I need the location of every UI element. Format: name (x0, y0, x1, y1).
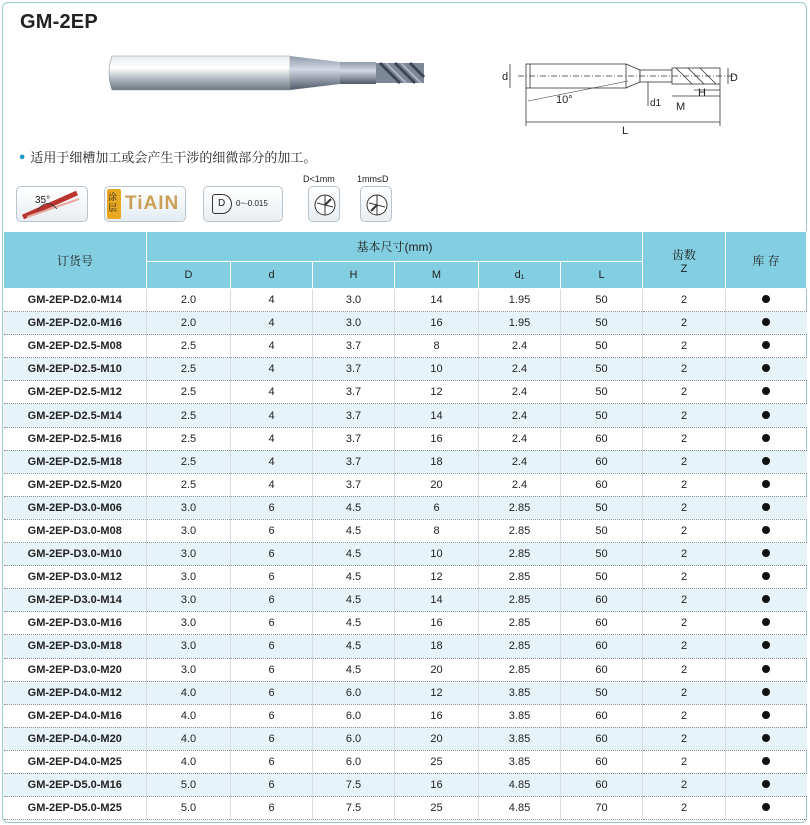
in-stock-dot-icon (762, 318, 770, 326)
cell-code: GM-2EP-D3.0-M16 (4, 612, 147, 635)
cell-l: 60 (561, 658, 643, 681)
cell-z: 2 (643, 773, 726, 796)
cell-l: 60 (561, 750, 643, 773)
cell-d: 4 (231, 450, 313, 473)
cell-stock (726, 381, 807, 404)
cell-stock (726, 450, 807, 473)
range-large-label: 1mm≤D (357, 174, 389, 184)
in-stock-dot-icon (762, 803, 770, 811)
table-row (4, 312, 807, 335)
cell-code: GM-2EP-D2.5-M10 (4, 358, 147, 381)
cell-d: 6 (231, 635, 313, 658)
cell-m: 14 (395, 589, 479, 612)
cell-d1: 2.4 (479, 473, 561, 496)
cell-m: 14 (395, 289, 479, 312)
table-row (4, 681, 807, 704)
cell-l: 50 (561, 404, 643, 427)
in-stock-dot-icon (762, 411, 770, 419)
cell-stock (726, 773, 807, 796)
cell-stock (726, 427, 807, 450)
cell-z: 2 (643, 589, 726, 612)
cell-l: 70 (561, 797, 643, 820)
cell-code: GM-2EP-D3.0-M06 (4, 496, 147, 519)
cell-d: 2.0 (147, 312, 231, 335)
table-row (4, 635, 807, 658)
cell-d1: 4.85 (479, 773, 561, 796)
in-stock-dot-icon (762, 711, 770, 719)
table-row (4, 727, 807, 750)
cell-d: 5.0 (147, 773, 231, 796)
cell-d1: 2.85 (479, 543, 561, 566)
cell-d1: 2.4 (479, 358, 561, 381)
tolerance-symbol: D (218, 198, 226, 209)
diagram-label-D: D (730, 72, 738, 84)
cell-l: 50 (561, 289, 643, 312)
cell-d: 5.0 (147, 797, 231, 820)
cell-d: 6 (231, 566, 313, 589)
table-row (4, 773, 807, 796)
cell-h: 3.7 (313, 450, 395, 473)
cell-d: 2.5 (147, 473, 231, 496)
table-row (4, 519, 807, 542)
cell-h: 7.5 (313, 797, 395, 820)
cell-d: 3.0 (147, 519, 231, 542)
header-d: d (231, 262, 313, 289)
cell-stock (726, 681, 807, 704)
cell-d: 6 (231, 519, 313, 542)
cell-code: GM-2EP-D2.0-M14 (4, 289, 147, 312)
in-stock-dot-icon (762, 549, 770, 557)
spec-table-body (4, 289, 807, 820)
cell-stock (726, 658, 807, 681)
header-M: M (395, 262, 479, 289)
cell-m: 16 (395, 773, 479, 796)
cell-d: 4 (231, 404, 313, 427)
cell-code: GM-2EP-D4.0-M16 (4, 704, 147, 727)
cell-h: 6.0 (313, 704, 395, 727)
in-stock-dot-icon (762, 688, 770, 696)
cell-d1: 2.85 (479, 496, 561, 519)
cell-code: GM-2EP-D2.5-M18 (4, 450, 147, 473)
cell-d1: 2.85 (479, 519, 561, 542)
cell-l: 50 (561, 358, 643, 381)
cell-d: 6 (231, 681, 313, 704)
cell-code: GM-2EP-D4.0-M25 (4, 750, 147, 773)
cell-code: GM-2EP-D3.0-M18 (4, 635, 147, 658)
cell-z: 2 (643, 635, 726, 658)
flute-large-icon (360, 186, 392, 222)
in-stock-dot-icon (762, 434, 770, 442)
cell-z: 2 (643, 612, 726, 635)
cell-d: 3.0 (147, 543, 231, 566)
cell-d: 6 (231, 496, 313, 519)
cell-code: GM-2EP-D2.0-M16 (4, 312, 147, 335)
cell-m: 16 (395, 612, 479, 635)
cell-h: 4.5 (313, 635, 395, 658)
cell-stock (726, 312, 807, 335)
cell-m: 14 (395, 404, 479, 427)
cell-h: 6.0 (313, 727, 395, 750)
cell-l: 50 (561, 496, 643, 519)
cell-stock (726, 289, 807, 312)
cell-l: 50 (561, 312, 643, 335)
flute-small-icon (308, 186, 340, 222)
in-stock-dot-icon (762, 526, 770, 534)
cell-m: 12 (395, 681, 479, 704)
spec-table (3, 231, 807, 820)
in-stock-dot-icon (762, 503, 770, 511)
header-dims-group: 基本尺寸(mm) (147, 232, 643, 262)
cell-code: GM-2EP-D3.0-M20 (4, 658, 147, 681)
cell-z: 2 (643, 658, 726, 681)
cell-stock (726, 543, 807, 566)
cell-h: 3.7 (313, 358, 395, 381)
cell-code: GM-2EP-D3.0-M14 (4, 589, 147, 612)
cell-code: GM-2EP-D3.0-M08 (4, 519, 147, 542)
table-row (4, 658, 807, 681)
cell-d: 6 (231, 773, 313, 796)
diagram-label-d1: d1 (650, 98, 662, 109)
header-stock: 库 存 (726, 232, 807, 289)
cell-stock (726, 635, 807, 658)
in-stock-dot-icon (762, 641, 770, 649)
cell-stock (726, 473, 807, 496)
in-stock-dot-icon (762, 364, 770, 372)
table-row (4, 612, 807, 635)
header-d1: d₁ (479, 262, 561, 289)
cell-code: GM-2EP-D3.0-M12 (4, 566, 147, 589)
cell-m: 8 (395, 519, 479, 542)
table-row (4, 358, 807, 381)
end-mill-photo (100, 48, 430, 98)
cell-z: 2 (643, 704, 726, 727)
cell-d: 3.0 (147, 589, 231, 612)
cell-stock (726, 566, 807, 589)
table-row (4, 335, 807, 358)
cell-d1: 2.4 (479, 427, 561, 450)
cell-code: GM-2EP-D4.0-M20 (4, 727, 147, 750)
cell-d1: 2.4 (479, 450, 561, 473)
cell-d: 2.5 (147, 404, 231, 427)
cell-code: GM-2EP-D5.0-M25 (4, 797, 147, 820)
cell-d1: 3.85 (479, 750, 561, 773)
cell-l: 60 (561, 704, 643, 727)
cell-code: GM-2EP-D3.0-M10 (4, 543, 147, 566)
cell-m: 25 (395, 750, 479, 773)
cell-d1: 4.85 (479, 797, 561, 820)
cell-z: 2 (643, 335, 726, 358)
in-stock-dot-icon (762, 780, 770, 788)
cell-d: 3.0 (147, 566, 231, 589)
cell-z: 2 (643, 543, 726, 566)
cell-stock (726, 750, 807, 773)
cell-d: 6 (231, 750, 313, 773)
header-code: 订货号 (4, 232, 147, 289)
cell-z: 2 (643, 519, 726, 542)
header-teeth-sub: Z (680, 262, 688, 275)
cell-m: 20 (395, 658, 479, 681)
cell-d: 6 (231, 612, 313, 635)
cell-stock (726, 358, 807, 381)
range-small-label: D<1mm (303, 174, 335, 184)
cell-z: 2 (643, 727, 726, 750)
cell-d: 2.5 (147, 450, 231, 473)
cell-m: 10 (395, 543, 479, 566)
cell-d1: 3.85 (479, 704, 561, 727)
table-row (4, 704, 807, 727)
cell-h: 6.0 (313, 681, 395, 704)
cell-d: 4 (231, 312, 313, 335)
cell-z: 2 (643, 681, 726, 704)
cell-m: 20 (395, 727, 479, 750)
table-row (4, 589, 807, 612)
cell-h: 4.5 (313, 658, 395, 681)
cell-m: 12 (395, 566, 479, 589)
table-row (4, 566, 807, 589)
cell-h: 4.5 (313, 566, 395, 589)
cell-m: 10 (395, 358, 479, 381)
cell-code: GM-2EP-D2.5-M08 (4, 335, 147, 358)
diagram-label-angle: 10° (556, 94, 573, 106)
cell-l: 60 (561, 773, 643, 796)
in-stock-dot-icon (762, 480, 770, 488)
table-row (4, 450, 807, 473)
cell-l: 60 (561, 427, 643, 450)
cell-code: GM-2EP-D4.0-M12 (4, 681, 147, 704)
cell-d1: 1.95 (479, 289, 561, 312)
in-stock-dot-icon (762, 457, 770, 465)
cell-l: 50 (561, 519, 643, 542)
cell-z: 2 (643, 473, 726, 496)
cell-m: 12 (395, 381, 479, 404)
cell-stock (726, 797, 807, 820)
cell-stock (726, 496, 807, 519)
cell-l: 60 (561, 612, 643, 635)
cell-d: 3.0 (147, 612, 231, 635)
cell-stock (726, 335, 807, 358)
in-stock-dot-icon (762, 572, 770, 580)
cell-l: 60 (561, 473, 643, 496)
header-teeth-label: 齿数 (672, 247, 697, 262)
cell-d1: 2.4 (479, 404, 561, 427)
cell-m: 25 (395, 797, 479, 820)
coating-name: TiAIN (125, 193, 180, 214)
cell-z: 2 (643, 381, 726, 404)
table-row (4, 381, 807, 404)
cell-stock (726, 704, 807, 727)
cell-stock (726, 589, 807, 612)
cell-d: 6 (231, 727, 313, 750)
cell-stock (726, 727, 807, 750)
cell-d1: 3.85 (479, 681, 561, 704)
cell-m: 18 (395, 635, 479, 658)
in-stock-dot-icon (762, 734, 770, 742)
diagram-label-H: H (698, 87, 706, 99)
helix-angle-label: 35° (35, 195, 51, 206)
cell-code: GM-2EP-D5.0-M16 (4, 773, 147, 796)
tolerance-icon (203, 186, 283, 222)
cell-h: 4.5 (313, 589, 395, 612)
cell-d: 3.0 (147, 635, 231, 658)
table-row (4, 473, 807, 496)
cell-h: 4.5 (313, 612, 395, 635)
in-stock-dot-icon (762, 757, 770, 765)
cell-d1: 1.95 (479, 312, 561, 335)
table-row (4, 496, 807, 519)
table-row (4, 404, 807, 427)
description-text: 适用于细槽加工或会产生干涉的细微部分的加工。 (30, 151, 317, 166)
table-row (4, 797, 807, 820)
table-row (4, 427, 807, 450)
cell-d: 2.0 (147, 289, 231, 312)
cell-stock (726, 519, 807, 542)
cell-m: 8 (395, 335, 479, 358)
cell-m: 16 (395, 427, 479, 450)
cell-d: 4.0 (147, 727, 231, 750)
cell-l: 60 (561, 450, 643, 473)
bullet-icon: • (18, 151, 27, 166)
cell-z: 2 (643, 496, 726, 519)
description (18, 147, 316, 166)
diagram-label-M: M (676, 101, 686, 113)
cell-l: 60 (561, 727, 643, 750)
header-teeth (643, 232, 726, 289)
cell-h: 7.5 (313, 773, 395, 796)
cell-h: 3.7 (313, 473, 395, 496)
cell-code: GM-2EP-D2.5-M16 (4, 427, 147, 450)
cell-m: 18 (395, 450, 479, 473)
cell-d1: 2.4 (479, 381, 561, 404)
page-title: GM-2EP (20, 11, 98, 33)
cell-l: 50 (561, 681, 643, 704)
cell-l: 50 (561, 335, 643, 358)
cell-l: 50 (561, 543, 643, 566)
in-stock-dot-icon (762, 618, 770, 626)
cell-d: 4 (231, 358, 313, 381)
cell-h: 6.0 (313, 750, 395, 773)
diagram-label-d: d (502, 71, 509, 83)
header-H: H (313, 262, 395, 289)
cell-d: 6 (231, 589, 313, 612)
cell-h: 3.0 (313, 289, 395, 312)
cell-h: 3.7 (313, 404, 395, 427)
cell-z: 2 (643, 404, 726, 427)
cell-l: 50 (561, 381, 643, 404)
cell-d1: 2.85 (479, 566, 561, 589)
cell-d: 4 (231, 335, 313, 358)
cell-code: GM-2EP-D2.5-M14 (4, 404, 147, 427)
cell-d: 2.5 (147, 335, 231, 358)
cell-d: 2.5 (147, 358, 231, 381)
cell-h: 4.5 (313, 496, 395, 519)
header-D: D (147, 262, 231, 289)
cell-d: 2.5 (147, 381, 231, 404)
cell-h: 4.5 (313, 543, 395, 566)
cell-m: 20 (395, 473, 479, 496)
helix-angle-icon (16, 186, 88, 222)
in-stock-dot-icon (762, 295, 770, 303)
cell-d: 4 (231, 427, 313, 450)
table-row (4, 543, 807, 566)
cell-z: 2 (643, 797, 726, 820)
cell-m: 16 (395, 312, 479, 335)
cell-d: 4.0 (147, 750, 231, 773)
cell-d: 6 (231, 658, 313, 681)
dimension-diagram (498, 46, 758, 136)
cell-code: GM-2EP-D2.5-M12 (4, 381, 147, 404)
coating-tag-label: 涂层 (108, 192, 118, 213)
cell-d: 4 (231, 381, 313, 404)
cell-z: 2 (643, 566, 726, 589)
cell-h: 3.7 (313, 335, 395, 358)
cell-m: 16 (395, 704, 479, 727)
cell-h: 3.0 (313, 312, 395, 335)
table-row (4, 289, 807, 312)
cell-d1: 2.85 (479, 635, 561, 658)
in-stock-dot-icon (762, 387, 770, 395)
cell-l: 60 (561, 589, 643, 612)
cell-d1: 2.85 (479, 658, 561, 681)
diagram-label-L: L (622, 125, 629, 136)
cell-d1: 2.85 (479, 589, 561, 612)
cell-d: 4.0 (147, 681, 231, 704)
header-L: L (561, 262, 643, 289)
cell-d: 6 (231, 797, 313, 820)
cell-z: 2 (643, 750, 726, 773)
cell-d: 2.5 (147, 427, 231, 450)
in-stock-dot-icon (762, 595, 770, 603)
table-row (4, 750, 807, 773)
cell-z: 2 (643, 358, 726, 381)
cell-d: 6 (231, 704, 313, 727)
tolerance-value: 0~-0.015 (236, 199, 268, 208)
cell-d: 4.0 (147, 704, 231, 727)
cell-d1: 3.85 (479, 727, 561, 750)
cell-d: 4 (231, 289, 313, 312)
cell-l: 60 (561, 635, 643, 658)
cell-z: 2 (643, 289, 726, 312)
cell-z: 2 (643, 312, 726, 335)
cell-l: 50 (561, 566, 643, 589)
cell-code: GM-2EP-D2.5-M20 (4, 473, 147, 496)
coating-icon (104, 186, 186, 222)
cell-d: 3.0 (147, 658, 231, 681)
cell-h: 3.7 (313, 381, 395, 404)
cell-z: 2 (643, 450, 726, 473)
cell-d1: 2.4 (479, 335, 561, 358)
cell-stock (726, 612, 807, 635)
cell-z: 2 (643, 427, 726, 450)
cell-d: 3.0 (147, 496, 231, 519)
cell-stock (726, 404, 807, 427)
cell-d1: 2.85 (479, 612, 561, 635)
in-stock-dot-icon (762, 341, 770, 349)
cell-h: 4.5 (313, 519, 395, 542)
in-stock-dot-icon (762, 665, 770, 673)
cell-m: 6 (395, 496, 479, 519)
cell-d: 6 (231, 543, 313, 566)
cell-h: 3.7 (313, 427, 395, 450)
cell-d: 4 (231, 473, 313, 496)
